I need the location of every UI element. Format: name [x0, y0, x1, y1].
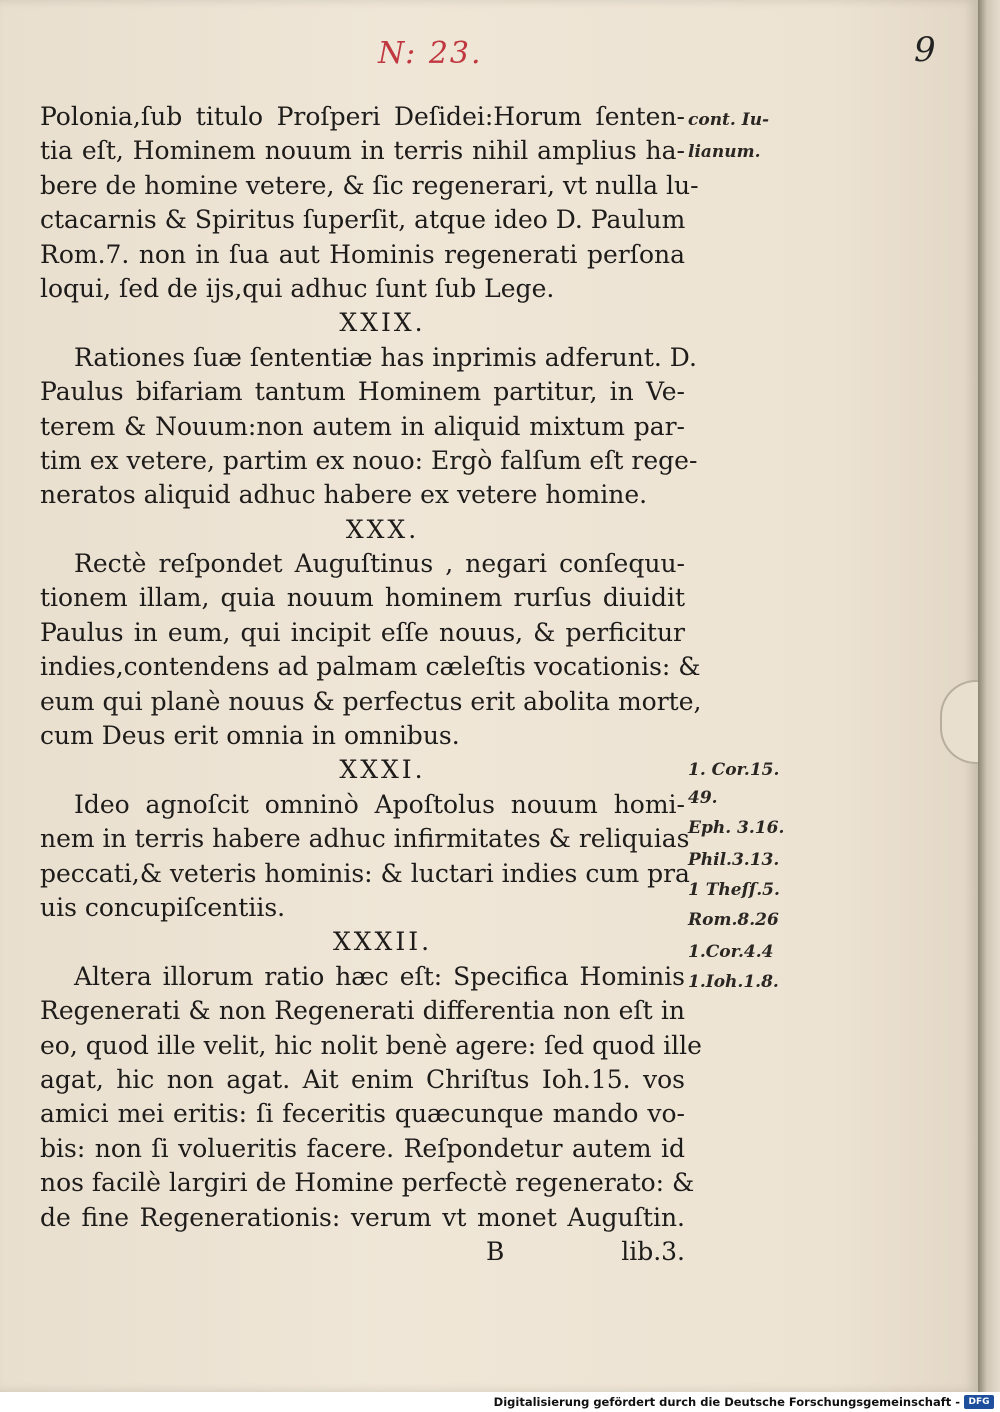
text-line: bis: non ſi volueritis facere. Reſpondetur autem id	[40, 1133, 685, 1163]
margin-note: 1.Ioh.1.8.	[688, 972, 779, 992]
text-line: uis concupiſcentiis.	[40, 892, 286, 922]
signature-mark: B	[486, 1236, 505, 1266]
text-line: nos facilè largiri de Homine perfectè regenerato: &	[40, 1168, 695, 1198]
footer-credit: Digitalisierung gefördert durch die Deutsche Forschungsgemeinschaft -	[493, 1395, 960, 1409]
page-number: 9	[914, 30, 936, 70]
text-line: Ideo agnoſcit omninò Apoſtolus nouum homi-	[74, 789, 685, 819]
text-line: terem & Nouum:non autem in aliquid mixtum par-	[40, 411, 685, 441]
text-line: Rationes ſuæ ſententiæ has inprimis adferunt. D.	[74, 342, 697, 372]
section-number: XXIX.	[339, 308, 426, 338]
margin-note: lianum.	[688, 142, 761, 162]
margin-note: 1 Theſſ.5.	[688, 880, 780, 900]
text-line: Rectè reſpondet Auguſtinus , negari conſequu-	[74, 549, 685, 579]
text-line: neratos aliquid adhuc habere ex vetere homine.	[40, 480, 648, 510]
margin-note: cont. Iu-	[688, 110, 770, 130]
margin-note: 49.	[688, 788, 718, 808]
body-text	[40, 100, 702, 1269]
text-line: eum qui planè nouus & perfectus erit abolita morte,	[40, 686, 702, 716]
text-line: peccati,& veteris hominis: & luctari indies cum pra	[40, 858, 690, 888]
text-line: eo, quod ille velit, hic nolit benè agere: ſed quod ille	[40, 1030, 702, 1060]
section-number: XXXII.	[332, 927, 433, 957]
section-number: XXXI.	[339, 755, 426, 785]
text-line: tia eſt, Hominem nouum in terris nihil amplius ha-	[40, 136, 685, 166]
handwritten-shelf-number: N: 23.	[378, 36, 483, 71]
text-line: nem in terris habere adhuc infirmitates & reliquias	[40, 824, 690, 854]
catchword: lib.3.	[621, 1236, 685, 1266]
margin-note: Phil.3.13.	[688, 850, 780, 870]
text-line: cum Deus erit omnia in omnibus.	[40, 721, 460, 751]
footer-bar	[0, 1392, 1000, 1412]
margin-note: Eph. 3.16.	[688, 818, 785, 838]
text-line: Rom.7. non in ſua aut Hominis regenerati perſona	[40, 239, 685, 269]
margin-note: 1. Cor.15.	[688, 760, 780, 780]
text-line: Polonia,ſub titulo Proſperi Deſidei:Horum ſenten-	[40, 102, 685, 131]
margin-note: Rom.8.26	[688, 910, 779, 930]
text-line: loqui, ſed de ijs,qui adhuc ſunt ſub Lege.	[40, 273, 555, 303]
dfg-logo: DFG	[964, 1395, 994, 1409]
text-line: agat, hic non agat. Ait enim Chriſtus Ioh.15. vos	[40, 1064, 685, 1094]
text-line: Paulus bifariam tantum Hominem partitur, in Ve-	[40, 377, 685, 407]
text-line: Regenerati & non Regenerati differentia non eſt in	[40, 996, 685, 1026]
section-number: XXX.	[345, 514, 420, 544]
text-line: indies,contendens ad palmam cæleſtis vocationis: &	[40, 652, 701, 682]
catchword-line	[40, 1235, 685, 1269]
text-line: tionem illam, quia nouum hominem rurſus diuidit	[40, 583, 685, 613]
text-line: amici mei eritis: ſi feceritis quæcunque mando vo-	[40, 1099, 685, 1129]
text-line: bere de homine vetere, & ſic regenerari, vt nulla lu-	[40, 170, 699, 200]
text-line: Paulus in eum, qui incipit eſſe nouus, & perficitur	[40, 617, 685, 647]
text-line: ctacarnis & Spiritus ſuperſit, atque ideo D. Paulum	[40, 205, 686, 235]
text-line: Altera illorum ratio hæc eſt: Specifica Hominis	[74, 961, 685, 991]
margin-note: 1.Cor.4.4	[688, 942, 774, 962]
text-line: de fine Regenerationis: verum vt monet Auguſtin.	[40, 1202, 685, 1232]
page-edge	[978, 0, 1000, 1392]
text-line: tim ex vetere, partim ex nouo: Ergò falſum eſt rege-	[40, 445, 698, 475]
